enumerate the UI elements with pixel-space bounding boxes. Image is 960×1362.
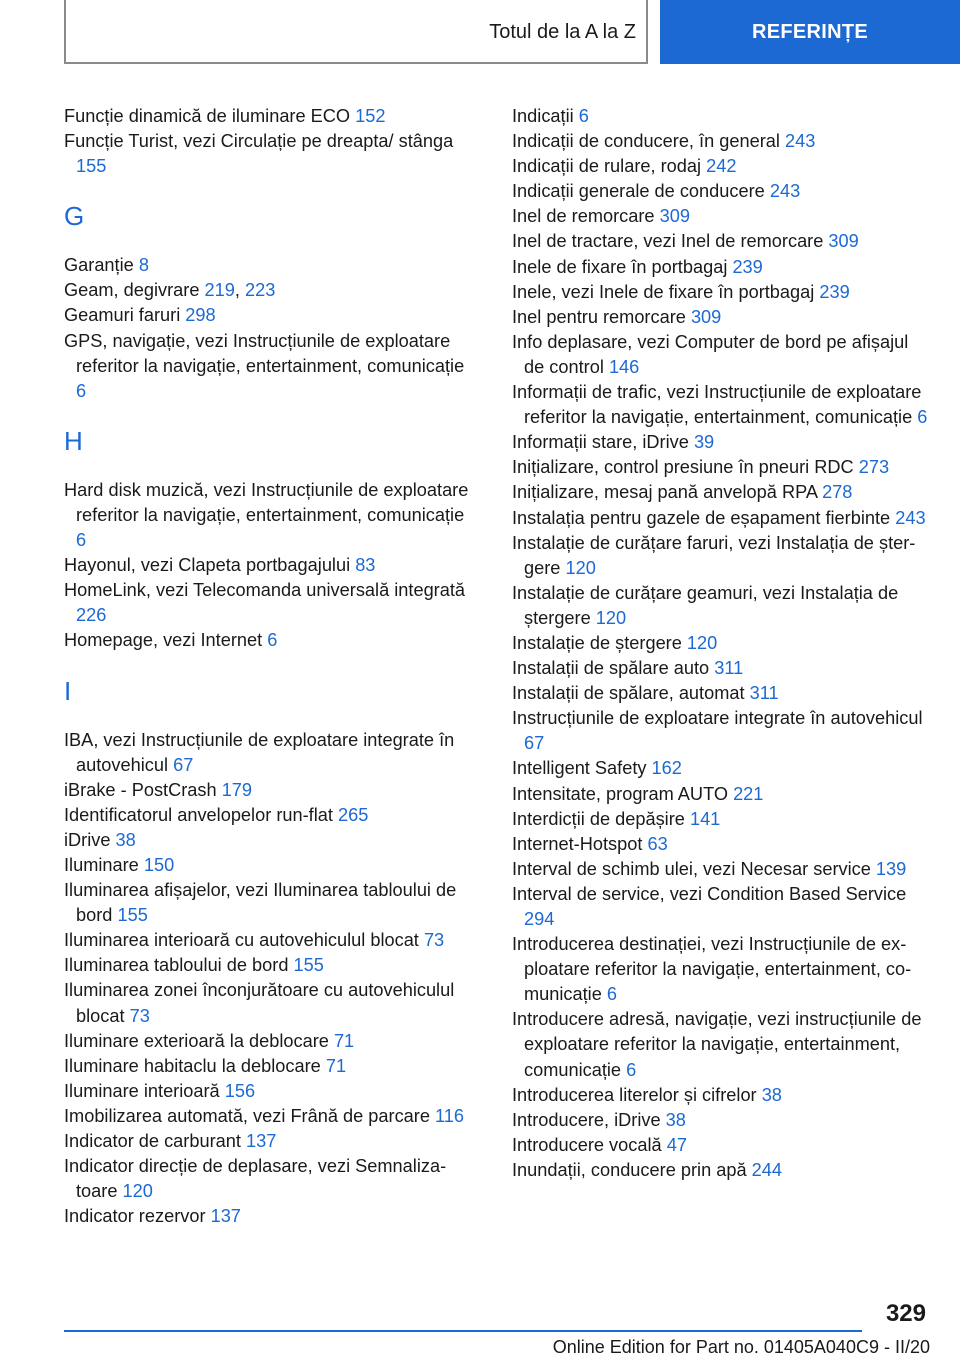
index-entry	[512, 706, 932, 756]
index-entry	[512, 857, 932, 882]
page-link[interactable]: 6	[626, 1059, 637, 1080]
page-link[interactable]: 156	[224, 1080, 256, 1101]
page-link[interactable]: 6	[606, 984, 618, 1005]
page-link[interactable]: 223	[245, 280, 276, 301]
index-entry	[512, 204, 932, 229]
index-entry-term: iDrive	[64, 829, 111, 850]
edition-info: Online Edition for Part no. 01405A040C9 - II/20	[552, 1337, 930, 1357]
index-entry	[64, 828, 474, 853]
index-entry-term: Geamuri faruri	[64, 305, 181, 326]
index-entry-term: Interval de schimb ulei, vezi Necesar service	[512, 858, 871, 879]
page-link[interactable]: 243	[785, 131, 816, 152]
page-link[interactable]: 309	[690, 306, 722, 327]
index-entry-term: Introducere vocală	[512, 1134, 662, 1155]
page-number: 329	[885, 1300, 926, 1327]
index-column-left	[64, 104, 474, 1229]
index-entry-term: Instalații de spălare auto	[512, 658, 710, 679]
page-link[interactable]: 309	[659, 206, 690, 227]
index-entry-term: Inițializare, control presiune în pneuri RDC	[512, 457, 854, 478]
index-entry	[64, 1104, 474, 1129]
index-entry	[64, 778, 474, 803]
index-entry-term: Indicații	[512, 106, 574, 126]
index-entry-term: Inel de tractare, vezi Inel de remorcare	[512, 231, 824, 252]
index-entry	[64, 478, 474, 553]
section-title: Totul de la A la Z	[489, 20, 636, 43]
index-entry-term: Indicații generale de conducere	[512, 181, 765, 202]
index-entry-term: Informații de trafic, vezi Instrucțiunile de exploatare referitor la navigație, entertainment, comunicație	[512, 382, 922, 428]
page-link[interactable]: 6	[267, 630, 278, 651]
index-entry-term: Imobilizarea automată, vezi Frână de parcare	[64, 1105, 430, 1126]
page-link[interactable]: 152	[355, 106, 386, 126]
page-link[interactable]: 155	[117, 905, 148, 926]
index-entry-term: Iluminare exterioară la deblocare	[64, 1030, 329, 1051]
index-entry	[64, 953, 474, 978]
index-entry	[512, 1108, 932, 1133]
index-entry	[512, 179, 932, 204]
index-entry-term: Indicator de carburant	[64, 1131, 241, 1151]
index-entry	[64, 1029, 474, 1054]
index-entry	[64, 978, 474, 1028]
index-entry	[64, 728, 474, 778]
index-entry-term: Geam, degivrare	[64, 280, 200, 301]
page-link[interactable]: 155	[76, 156, 107, 177]
index-entry-term: Iluminare	[64, 854, 139, 875]
page-link[interactable]: 244	[751, 1159, 783, 1180]
index-entry	[64, 1129, 474, 1154]
index-entry-term: Interdicții de depășire	[512, 808, 685, 829]
index-entry-term: Inundații, conducere prin apă	[512, 1159, 747, 1180]
index-entry	[512, 832, 932, 857]
index-entry-term: Iluminarea interioară cu autovehiculul blocat	[64, 930, 419, 951]
index-entry-term: GPS, navigație, vezi Instrucțiunile de exploatare referitor la navigație, entertainment, comunicație	[64, 330, 465, 376]
index-entry-term: Instalații de spălare, automat	[512, 683, 745, 704]
page-link[interactable]: 179	[221, 779, 253, 800]
page-link[interactable]: 38	[665, 1109, 686, 1130]
page-link[interactable]: 150	[143, 854, 175, 875]
index-entry	[512, 380, 932, 430]
index-entry-term: Hayonul, vezi Clapeta portbagajului	[64, 555, 351, 576]
index-entry-term: Inele, vezi Inele de fixare în portbagaj	[512, 281, 815, 302]
index-entry	[512, 531, 932, 581]
page-link[interactable]: 120	[565, 557, 596, 578]
page-link[interactable]: 38	[115, 829, 136, 850]
index-entry	[512, 280, 932, 305]
page-link[interactable]: 71	[333, 1030, 355, 1051]
index-entry-term: Inel de remorcare	[512, 206, 655, 227]
page-link[interactable]: 243	[769, 181, 801, 202]
index-entry	[64, 104, 474, 129]
page-link[interactable]: 294	[524, 909, 555, 929]
index-column-right	[512, 104, 932, 1183]
index-entry-term: Iluminarea tabloului de bord	[64, 955, 289, 976]
index-entry-term: Iluminarea zonei înconjurătoare cu autovehiculul blocat	[64, 980, 455, 1026]
index-entry	[64, 628, 474, 653]
page-link[interactable]: 311	[749, 683, 779, 704]
index-entry	[64, 253, 474, 278]
index-entry	[64, 878, 474, 928]
page-link[interactable]: 137	[246, 1131, 277, 1151]
index-entry	[512, 581, 932, 631]
index-entry-term: Iluminarea afișajelor, vezi Iluminarea tabloului de bord	[64, 880, 457, 926]
index-entry-term: HomeLink, vezi Telecomanda universală integrată	[64, 580, 466, 601]
index-entry-term: Indicator direcție de deplasare, vezi Semnalizatoare	[64, 1156, 447, 1202]
page-link[interactable]: 278	[822, 482, 853, 503]
index-entry	[64, 329, 474, 404]
page-link[interactable]: 309	[828, 231, 859, 252]
page-link[interactable]: 120	[595, 607, 627, 628]
page-link[interactable]: 298	[185, 305, 216, 326]
index-entry	[64, 1054, 474, 1079]
page-link[interactable]: 243	[895, 507, 926, 528]
index-entry-term: iBrake - PostCrash	[64, 779, 217, 800]
index-entry-term: Inel pentru remorcare	[512, 306, 686, 327]
page-link[interactable]: 116	[435, 1105, 465, 1126]
index-entry	[512, 506, 932, 531]
index-entry	[64, 553, 474, 578]
index-entry-term: Iluminare habitaclu la deblocare	[64, 1055, 321, 1076]
index-entry-term: Hard disk muzică, vezi Instrucțiunile de exploatare referitor la navigație, entertainment, comunicație	[64, 479, 469, 525]
index-entry-term: Indicator rezervor	[64, 1206, 206, 1227]
page-link[interactable]: 273	[858, 457, 890, 478]
page-link[interactable]: 141	[689, 808, 721, 829]
index-entry	[512, 1158, 932, 1183]
index-entry	[64, 129, 474, 179]
index-entry	[512, 656, 932, 681]
page-header	[64, 0, 960, 64]
index-entry	[512, 430, 932, 455]
index-entry-term: Indicații de rulare, rodaj	[512, 156, 702, 177]
index-entry	[512, 932, 932, 1007]
page-link[interactable]: 6	[578, 106, 589, 126]
page-link[interactable]: 226	[76, 605, 107, 626]
page-link[interactable]: 265	[338, 804, 369, 825]
page-link[interactable]: 38	[761, 1084, 782, 1105]
index-entry-term: Informații stare, iDrive	[512, 432, 689, 453]
page-link[interactable]: 73	[129, 1005, 150, 1026]
index-entry-term: Homepage, vezi Internet	[64, 630, 263, 651]
index-entry: Geam, degivrare 219, 223	[64, 280, 276, 301]
index-entry	[512, 154, 932, 179]
index-entry-term: Instrucțiunile de exploatare integrate în autovehicul	[512, 708, 923, 729]
page-link[interactable]: 155	[293, 955, 324, 976]
index-entry-term: Instalație de curățare geamuri, vezi Instalația de ștergere	[512, 582, 899, 628]
index-letter-heading: H	[64, 425, 83, 456]
page-link[interactable]: 221	[733, 783, 764, 804]
index-entry-term: Instalație de curățare faruri, vezi Instalația de ștergere	[512, 532, 916, 578]
index-entry	[64, 1204, 474, 1229]
index-entry	[512, 1133, 932, 1158]
index-entry	[64, 578, 474, 628]
index-entry	[512, 1083, 932, 1108]
page-link[interactable]: 63	[647, 833, 668, 854]
page-link[interactable]: 71	[325, 1055, 347, 1076]
footer-divider	[64, 1330, 862, 1332]
index-entry-term: Iluminare interioară	[64, 1080, 220, 1101]
index-entry-term: Instalație de ștergere	[512, 632, 682, 653]
page-link[interactable]: 120	[122, 1181, 153, 1202]
index-entry-term: Introducerea destinației, vezi Instrucțiunile de exploatare referitor la navigație, entertainment, comunicație	[512, 934, 912, 1005]
page-link[interactable]: 39	[693, 432, 715, 453]
index-entry	[512, 631, 932, 656]
page-link[interactable]: 6	[917, 407, 928, 428]
page-link[interactable]: 162	[651, 758, 682, 779]
page-link[interactable]: 242	[706, 156, 737, 177]
page-link[interactable]: 139	[875, 858, 907, 879]
page-link[interactable]: 120	[686, 632, 718, 653]
index-entry	[512, 229, 932, 254]
tab-referinte[interactable]: REFERINȚE	[660, 0, 960, 64]
index-entry-term: Indicații de conducere, în general	[512, 131, 780, 152]
page-link[interactable]: 137	[210, 1206, 241, 1227]
page-link[interactable]: 219	[204, 280, 235, 301]
page-link[interactable]: 47	[666, 1134, 687, 1155]
index-letter-heading: I	[64, 675, 72, 706]
page-link[interactable]: 8	[138, 255, 149, 276]
index-entry-term: Garanție	[64, 255, 134, 276]
page-link[interactable]: 67	[173, 754, 194, 775]
index-entry	[512, 255, 932, 280]
page-link[interactable]: 6	[76, 530, 87, 551]
index-entry	[512, 455, 932, 480]
index-entry	[64, 303, 474, 328]
index-entry	[512, 480, 932, 505]
index-entry	[512, 330, 932, 380]
index-entry-term: Inițializare, mesaj pană anvelopă RPA	[512, 482, 817, 503]
index-entry-term: Interval de service, vezi Condition Based Service	[512, 883, 907, 904]
index-entry-term: Inele de fixare în portbagaj	[512, 256, 728, 277]
index-entry	[512, 305, 932, 330]
index-entry-term: Funcție Turist, vezi Circulație pe dreapta/ stânga	[64, 131, 454, 152]
index-entry	[512, 782, 932, 807]
index-entry	[512, 104, 932, 129]
index-entry	[64, 1079, 474, 1104]
index-letter-heading: G	[64, 201, 85, 232]
index-entry	[64, 928, 474, 953]
index-entry	[64, 853, 474, 878]
page-link[interactable]: 6	[76, 380, 87, 401]
index-entry-term: Introducere, iDrive	[512, 1109, 661, 1130]
index-entry	[512, 1007, 932, 1082]
page-link[interactable]: 67	[524, 733, 545, 754]
index-entry	[512, 882, 932, 932]
index-entry	[512, 129, 932, 154]
index-entry-term: Info deplasare, vezi Computer de bord pe afișajul de control	[512, 331, 909, 377]
index-entry-term: IBA, vezi Instrucțiunile de exploatare integrate în autovehicul	[64, 729, 455, 775]
index-entry	[512, 807, 932, 832]
index-entry	[512, 681, 932, 706]
index-entry	[64, 803, 474, 828]
page-link[interactable]: 146	[608, 356, 640, 377]
index-entry-term: Identificatorul anvelopelor run-flat	[64, 804, 333, 825]
index-entry-term: Introducere adresă, navigație, vezi instrucțiunile de exploatare referitor la navigație, entertainment, comunicație	[512, 1009, 922, 1080]
page-link[interactable]: 73	[423, 930, 445, 951]
index-entry-term: Introducerea literelor și cifrelor	[512, 1084, 757, 1105]
index-entry-term: Internet-Hotspot	[512, 833, 643, 854]
page-link[interactable]: 83	[355, 555, 376, 576]
index-entry-term: Intelligent Safety	[512, 758, 647, 779]
index-entry-term: Intensitate, program AUTO	[512, 783, 728, 804]
index-entry-term: Funcție dinamică de iluminare ECO	[64, 106, 351, 126]
page-link[interactable]: 239	[819, 281, 850, 302]
index-entry	[64, 1154, 474, 1204]
page-link[interactable]: 311	[714, 658, 744, 679]
index-entry-term: Instalația pentru gazele de eșapament fierbinte	[512, 507, 891, 528]
page-link[interactable]: 239	[732, 256, 763, 277]
index-entry	[512, 756, 932, 781]
